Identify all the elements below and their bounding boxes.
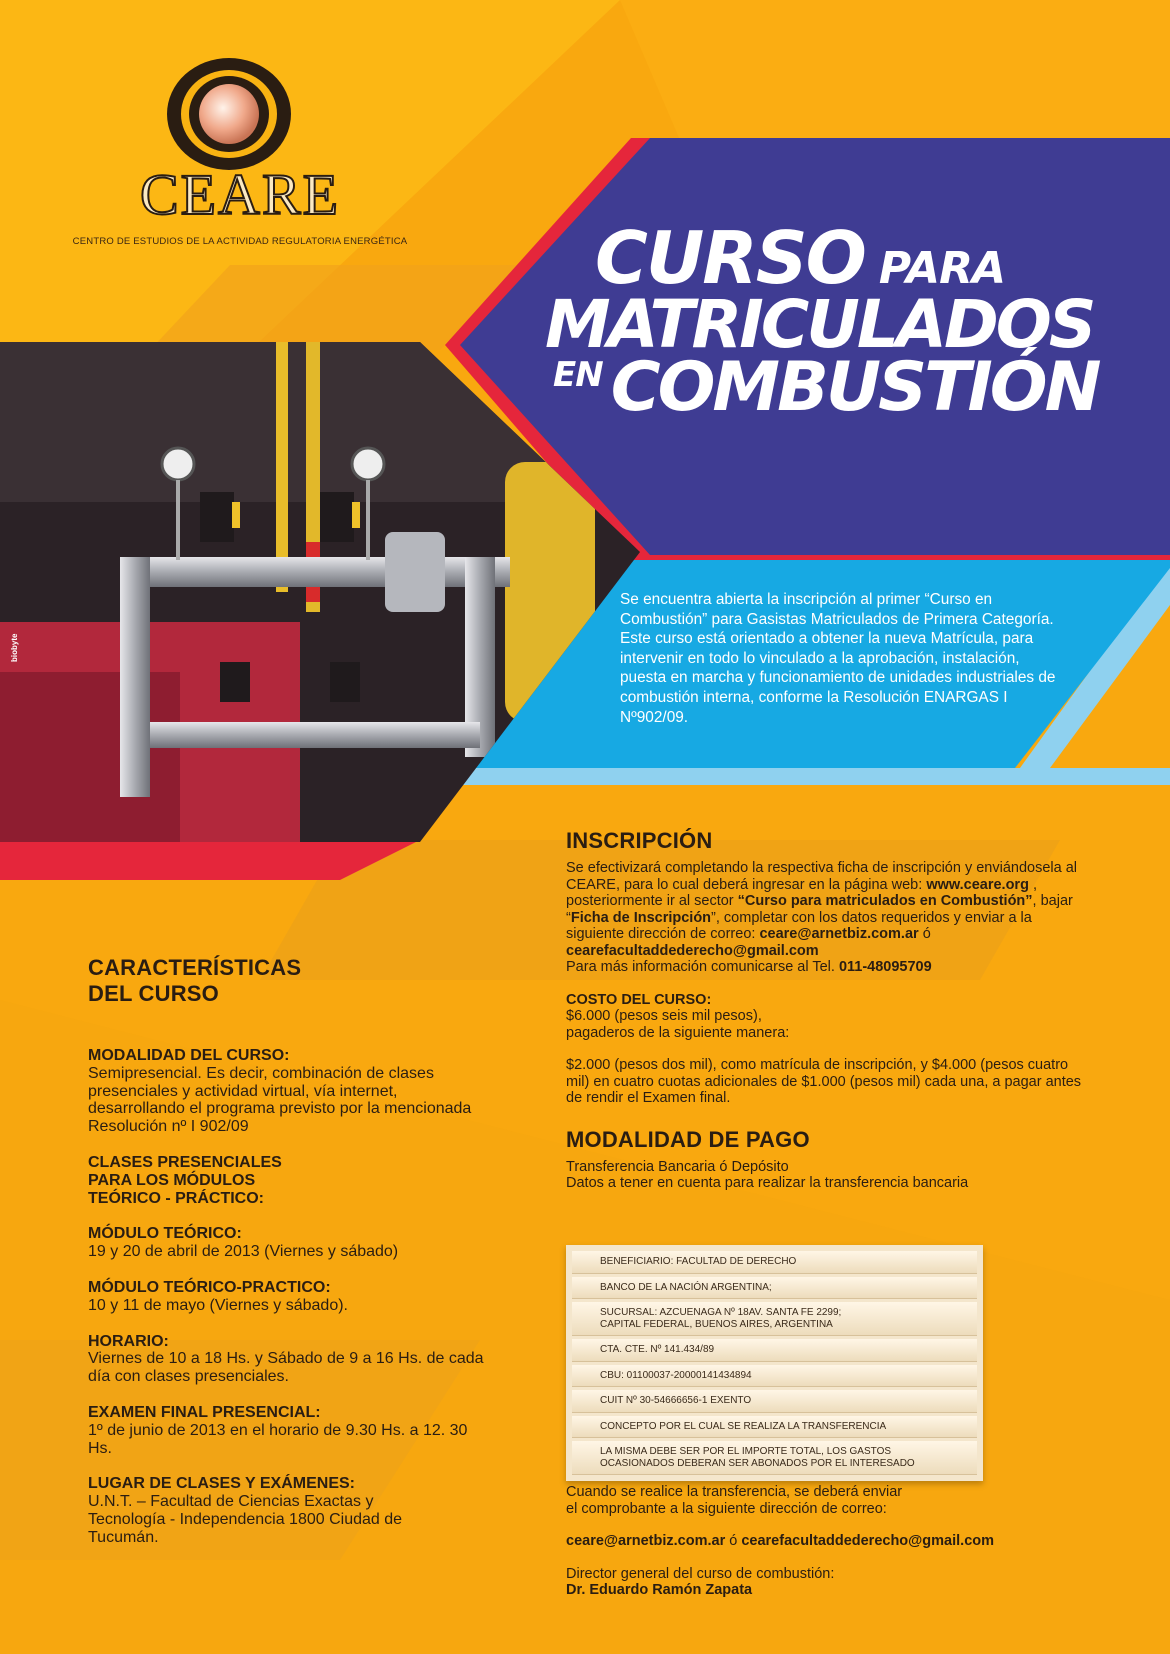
email-link-3[interactable]: ceare@arnetbiz.com.ar <box>566 1533 726 1549</box>
gas-installation-photo <box>0 342 640 842</box>
director-name: Dr. Eduardo Ramón Zapata <box>566 1582 753 1598</box>
feature-modulo-teorico: MÓDULO TEÓRICO: 19 y 20 de abril de 2013 (Viernes y sábado) <box>88 1225 399 1261</box>
logo-tagline: CENTRO DE ESTUDIOS DE LA ACTIVIDAD REGULATORIA ENERGÉTICA <box>72 236 408 247</box>
director-label: Director general del curso de combustión: <box>566 1565 835 1582</box>
feature-examen: EXAMEN FINAL PRESENCIAL: 1º de junio de 2013 en el horario de 9.30 Hs. a 12. 30 Hs. <box>88 1403 468 1457</box>
ceare-logo <box>60 54 420 254</box>
feature-lugar: LUGAR DE CLASES Y EXÁMENES: U.N.T. – Facultad de Ciencias Exactas y Tecnología - Independencia 1800 Ciudad de Tucumán. <box>88 1475 403 1546</box>
bank-row: CBU: 01100037-20000141434894 <box>572 1365 977 1388</box>
title-line-2: MATRICULADOS <box>545 286 1094 363</box>
email-link-1[interactable]: ceare@arnetbiz.com.ar <box>759 926 919 942</box>
features-heading: CARACTERÍSTICAS DEL CURSO <box>88 955 302 1006</box>
title-line-3: $^{EN}$ COMBUSTIÓN <box>553 348 1099 427</box>
bank-row: LA MISMA DEBE SER POR EL IMPORTE TOTAL, LOS GASTOS OCASIONADOS DEBERAN SER ABONADOS POR EL INTERESADO <box>572 1441 977 1475</box>
after-payment: Cuando se realice la transferencia, se deberá enviar el comprobante a la siguiente dirección de correo: ceare@arnetbiz.com.ar ó cearefacultaddederecho@gmail.com Director general del curso de combustión: Dr. Eduardo Ramón Zapata <box>566 1484 1086 1599</box>
intro-paragraph: Se encuentra abierta la inscripción al primer “Curso en Combustión” para Gasistas Matriculados de Primera Categoría. Este curso está orientado a obtener la nueva Matrícula, para intervenir en todo lo vinculado a la aprobación, instalación, puesta en marcha y funcionamiento de unidades industriales de combustión interna, conforme la Resolución ENARGAS I Nº902/09. <box>620 591 1056 726</box>
bank-row: SUCURSAL: AZCUENAGA Nº 18AV. SANTA FE 2299; CAPITAL FEDERAL, BUENOS AIRES, ARGENTINA <box>572 1302 977 1336</box>
course-features <box>88 955 488 1547</box>
bank-row: CTA. CTE. Nº 141.434/89 <box>572 1339 977 1362</box>
bank-row: BANCO DE LA NACIÓN ARGENTINA; <box>572 1277 977 1300</box>
pago-intro: Transferencia Bancaria ó Depósito Datos a tener en cuenta para realizar la transferencia bancaria <box>566 1158 969 1191</box>
email-link-4[interactable]: cearefacultaddederecho@gmail.com <box>741 1533 995 1549</box>
photo-credit: biobyte <box>10 633 19 662</box>
registration-info <box>566 828 1086 1192</box>
bank-row: CUIT Nº 30-54666656-1 EXENTO <box>572 1390 977 1413</box>
logo-ring-icon <box>165 56 293 174</box>
feature-clases: CLASES PRESENCIALES PARA LOS MÓDULOS TEÓRICO - PRÁCTICO: <box>88 1153 282 1207</box>
feature-modulo-practico: MÓDULO TEÓRICO-PRACTICO: 10 y 11 de mayo (Viernes y sábado). <box>88 1278 348 1314</box>
phone-number: 011-48095709 <box>838 959 932 975</box>
inscripcion-text: Se efectivizará completando la respectiva ficha de inscripción y enviándosela al CEARE, para lo cual deberá ingresar en la página web: www.ceare.org , posteriormente ir al sector “Curso para matriculados en Combustión”, bajar “Ficha de Inscripción”, completar con los datos requeridos y enviar a la siguiente dirección de correo: ceare@arnetbiz.com.ar ó cearefacultaddederecho@gmail.com Para más información comunicarse al Tel. 011-48095709 <box>566 860 1078 975</box>
feature-modalidad: MODALIDAD DEL CURSO: Semipresencial. Es decir, combinación de clases presenciales y actividad virtual, vía internet, desarrollando el programa previsto por la mencionada Resolución nº I 902/09 <box>88 1047 472 1136</box>
web-link[interactable]: www.ceare.org <box>926 876 1029 893</box>
email-link-2[interactable]: cearefacultaddederecho@gmail.com <box>566 942 819 959</box>
main-title <box>545 216 1165 427</box>
costo-section: COSTO DEL CURSO: $6.000 (pesos seis mil pesos), pagaderos de la siguiente manera: $2.000 (pesos dos mil), como matrícula de inscripción, y $4.000 (pesos cuatro mil) en cuatro cuotas adicionales de $1.000 (pesos mil) cada una, a pagar antes de rendir el Examen final. <box>566 991 1082 1106</box>
feature-horario: HORARIO: Viernes de 10 a 18 Hs. y Sábado de 9 a 16 Hs. de cada día con clases presenciales. <box>88 1332 484 1386</box>
title-line-1: CURSO PARA <box>595 216 1006 300</box>
bank-details-table <box>566 1245 983 1481</box>
logo-wordmark: CEARE <box>139 162 341 227</box>
pago-heading: MODALIDAD DE PAGO <box>566 1126 810 1152</box>
bank-row: BENEFICIARIO: FACULTAD DE DERECHO <box>572 1251 977 1274</box>
bank-row: CONCEPTO POR EL CUAL SE REALIZA LA TRANSFERENCIA <box>572 1416 977 1439</box>
inscripcion-heading: INSCRIPCIÓN <box>566 828 713 853</box>
